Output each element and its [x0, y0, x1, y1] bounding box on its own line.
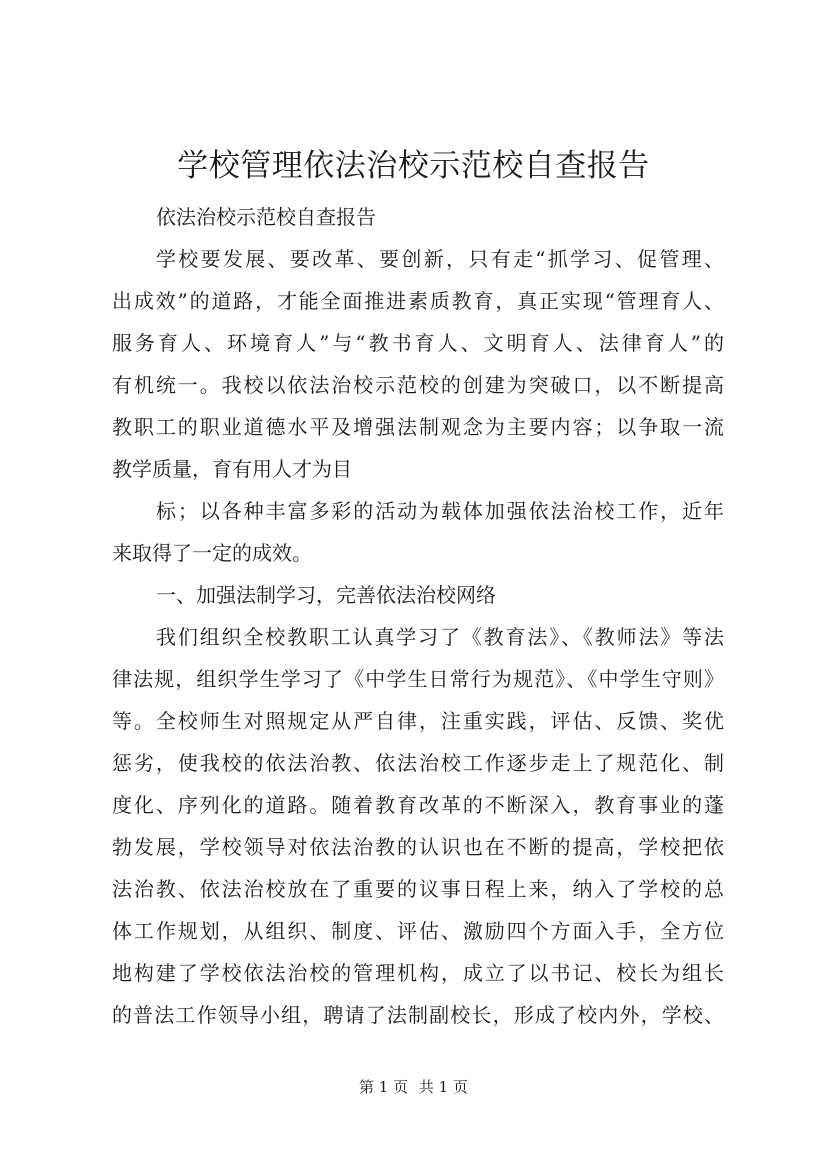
document-title: 学校管理依法治校示范校自查报告	[177, 148, 650, 184]
page-total: 共 1 页	[418, 1078, 468, 1096]
text-line: 学校要发展、要改革、要创新，只有走“抓学习、促管理、	[156, 247, 724, 271]
text-line: 勃发展，学校领导对依法治教的认识也在不断的提高，学校把依	[112, 835, 724, 859]
text-line: 依法治校示范校自查报告	[156, 205, 376, 229]
text-line: 服务育人、环境育人”与“教书育人、文明育人、法律育人”的	[112, 331, 724, 355]
text-line: 教学质量，育有用人才为目	[112, 457, 352, 481]
text-line: 教职工的职业道德水平及增强法制观念为主要内容；以争取一流	[112, 415, 724, 439]
text-line: 律法规，组织学生学习了《中学生日常行为规范》、《中学生守则》	[112, 667, 724, 691]
text-line: 体工作规划，从组织、制度、评估、激励四个方面入手，全方位	[112, 919, 724, 943]
text-line: 地构建了学校依法治校的管理机构，成立了以书记、校长为组长	[112, 961, 724, 985]
text-line: 一、加强法制学习，完善依法治校网络	[156, 583, 496, 607]
text-line: 我们组织全校教职工认真学习了《教育法》、《教师法》等法	[156, 625, 724, 649]
text-line: 法治教、依法治校放在了重要的议事日程上来，纳入了学校的总	[112, 877, 724, 901]
document-body	[112, 196, 724, 1036]
page-footer	[0, 1077, 827, 1097]
text-line: 的普法工作领导小组，聘请了法制副校长，形成了校内外，学校、	[112, 1003, 724, 1027]
text-line: 标；以各种丰富多彩的活动为载体加强依法治校工作，近年	[156, 499, 724, 523]
page-number: 第 1 页	[359, 1078, 409, 1096]
text-line: 等。全校师生对照规定从严自律，注重实践，评估、反馈、奖优	[112, 709, 724, 733]
text-line: 惩劣，使我校的依法治教、依法治校工作逐步走上了规范化、制	[112, 751, 724, 775]
text-line: 有机统一。我校以依法治校示范校的创建为突破口，以不断提高	[112, 373, 724, 397]
text-line: 出成效”的道路，才能全面推进素质教育，真正实现“管理育人、	[112, 289, 724, 313]
text-line: 来取得了一定的成效。	[112, 541, 312, 565]
text-line: 度化、序列化的道路。随着教育改革的不断深入，教育事业的蓬	[112, 793, 724, 817]
